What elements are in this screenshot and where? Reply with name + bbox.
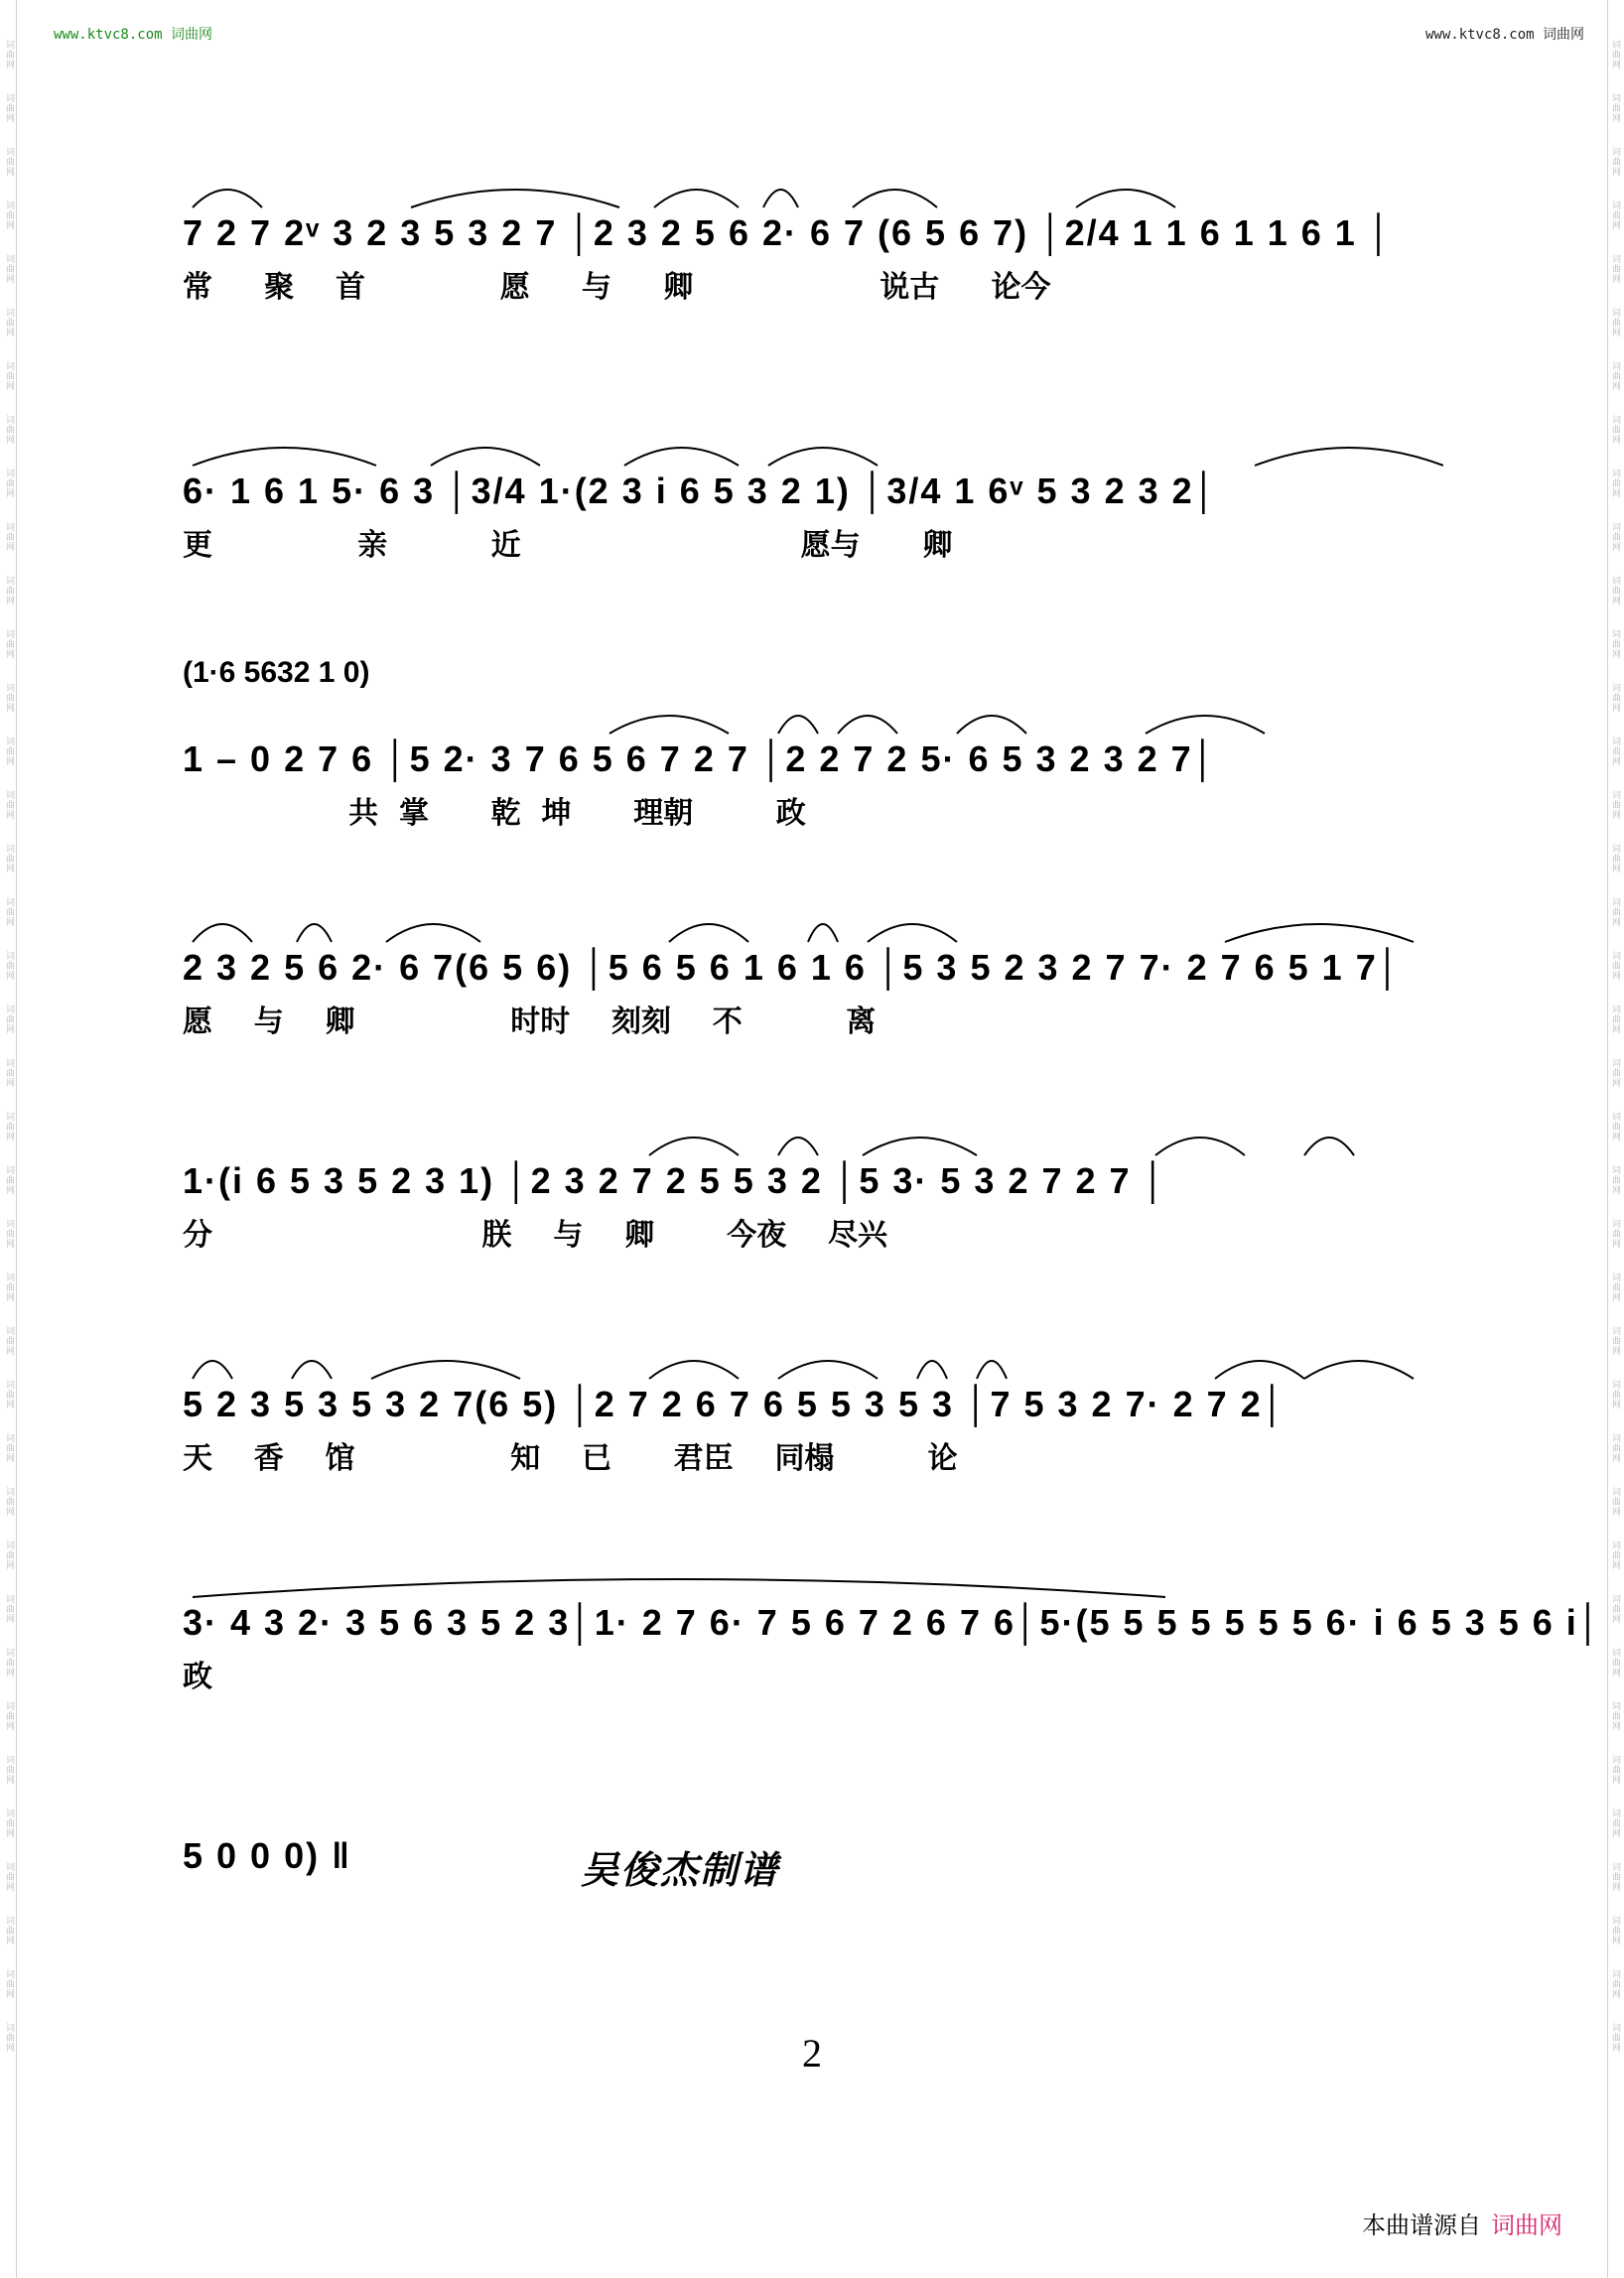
watermark-text: 词曲网 [4,522,14,552]
watermark-text: 词曲网 [1610,469,1620,498]
watermark-text: 词曲网 [1610,1916,1620,1945]
watermark-text: 词曲网 [1610,201,1620,230]
watermark-text: 词曲网 [1610,1648,1620,1677]
slur-arc [778,1361,878,1379]
watermark-text: 词曲网 [4,951,14,981]
jianpu-notes: 7 2 7 2ᵛ 3 2 3 5 3 2 7 │2 3 2 5 6 2· 6 7 (6 5 6 7) │2/4 1 1 6 1 1 6 1 │ [183,212,1394,253]
slur-marks [183,172,1443,211]
left-margin-rule [16,0,17,2278]
ossia-notes: (1·6 5632 1 0) [183,656,370,689]
source-label: 本曲谱源自 [1362,2211,1481,2239]
slur-arc [624,448,739,466]
watermark-text: 词曲网 [4,1862,14,1892]
watermark-text: 词曲网 [1610,1058,1620,1088]
slur-arc [808,924,838,942]
slur-marks [183,1561,1443,1601]
lyrics-line: 更 亲 近 愿与 卿 [183,528,953,563]
brand-link[interactable]: 词曲网 [1491,2211,1562,2239]
jianpu-notes: 5 2 3 5 3 5 3 2 7(6 5) │2 7 2 6 7 6 5 5 3 5 3 │7 5 3 2 7· 2 7 2│ [183,1384,1287,1424]
watermark-text: 词曲网 [4,1326,14,1356]
watermark-text: 词曲网 [1610,629,1620,659]
watermark-text: 词曲网 [4,361,14,391]
watermark-text: 词曲网 [1610,1755,1620,1785]
slur-arc [1146,716,1265,734]
jianpu-notes: 3· 4 3 2· 3 5 6 3 5 2 3│1· 2 7 6· 7 5 6 7 2 6 7 6│5·(5 5 5 5 5 5 5 6· i 6 5 3 5 6 i│ [183,1602,1603,1643]
slur-arc [1255,448,1443,466]
watermark-text: 词曲网 [1610,790,1620,820]
slur-marks [183,698,1443,737]
watermark-text: 词曲网 [4,629,14,659]
watermark-text: 词曲网 [4,1701,14,1731]
slur-arc [292,1361,332,1379]
watermark-text: 词曲网 [4,1755,14,1785]
slur-arc [1155,1138,1245,1155]
watermark-text: 词曲网 [4,1380,14,1409]
slur-arc [1225,924,1414,942]
arranger-credit: 吴俊杰制谱 [581,1847,780,1892]
watermark-text: 词曲网 [1610,844,1620,873]
watermark-text: 词曲网 [1610,1594,1620,1624]
slur-arc [669,924,748,942]
slur-arc [649,1138,739,1155]
watermark-text: 词曲网 [4,737,14,766]
watermark-text: 词曲网 [4,1165,14,1195]
slur-arc [863,1138,977,1155]
right-watermark-strip [1608,40,1622,2053]
watermark-text: 词曲网 [4,1648,14,1677]
left-watermark-strip [2,40,16,2053]
slur-arc [297,924,332,942]
watermark-text: 词曲网 [4,1487,14,1517]
jianpu-notes: 2 3 2 5 6 2· 6 7(6 5 6) │5 6 5 6 1 6 1 6 │5 3 5 2 3 2 7 7· 2 7 6 5 1 7│ [183,947,1403,988]
watermark-text: 词曲网 [4,897,14,927]
watermark-text: 词曲网 [4,1112,14,1141]
watermark-text: 词曲网 [4,2023,14,2053]
slur-arc [1215,1361,1304,1379]
watermark-text: 词曲网 [1610,1541,1620,1570]
watermark-text: 词曲网 [1610,147,1620,177]
slur-arc [1304,1361,1414,1379]
watermark-text: 词曲网 [1610,897,1620,927]
watermark-text: 词曲网 [4,1916,14,1945]
watermark-text: 词曲网 [4,1273,14,1302]
watermark-text: 词曲网 [1610,1165,1620,1195]
slur-arc [868,924,957,942]
slur-arc [763,190,798,207]
slur-arc [193,190,262,207]
slur-arc [193,1579,1165,1597]
slur-arc [853,190,937,207]
watermark-text: 词曲网 [4,147,14,177]
watermark-text: 词曲网 [4,40,14,69]
lyrics-line: 常 聚 首 愿 与 卿 说古 论今 [183,270,1051,305]
watermark-text: 词曲网 [1610,522,1620,552]
watermark-text: 词曲网 [1610,1487,1620,1517]
watermark-text: 词曲网 [4,576,14,605]
watermark-text: 词曲网 [1610,254,1620,284]
watermark-text: 词曲网 [4,1058,14,1088]
slur-marks [183,1795,1443,1834]
source-footer [1362,2206,1562,2240]
watermark-text: 词曲网 [1610,1112,1620,1141]
watermark-text: 词曲网 [4,1541,14,1570]
watermark-text: 词曲网 [4,1594,14,1624]
watermark-text: 词曲网 [1610,308,1620,337]
slur-arc [1304,1138,1354,1155]
slur-arc [778,1138,818,1155]
watermark-text: 词曲网 [1610,737,1620,766]
slur-arc [768,448,878,466]
watermark-text: 词曲网 [1610,1969,1620,1999]
watermark-text: 词曲网 [1610,1701,1620,1731]
site-header-left[interactable]: www.ktvc8.com 词曲网 [54,27,213,43]
watermark-text: 词曲网 [1610,40,1620,69]
slur-arc [977,1361,1007,1379]
lyrics-line: 共 掌 乾 坤 理朝 政 [183,796,806,831]
watermark-text: 词曲网 [4,790,14,820]
watermark-text: 词曲网 [4,93,14,123]
watermark-text: 词曲网 [4,1969,14,1999]
watermark-text: 词曲网 [1610,683,1620,713]
watermark-text: 词曲网 [4,201,14,230]
watermark-text: 词曲网 [1610,576,1620,605]
slur-arc [431,448,540,466]
watermark-text: 词曲网 [1610,415,1620,445]
slur-arc [386,924,480,942]
slur-marks [183,430,1443,469]
watermark-text: 词曲网 [4,1219,14,1249]
watermark-text: 词曲网 [4,254,14,284]
watermark-text: 词曲网 [1610,951,1620,981]
watermark-text: 词曲网 [1610,1862,1620,1892]
slur-marks [183,906,1443,946]
page-number: 2 [802,2031,822,2076]
lyrics-line: 天 香 馆 知 已 君臣 同榻 论 [183,1441,958,1476]
slur-arc [411,190,619,207]
slur-arc [193,448,376,466]
jianpu-notes: 5 0 0 0) ‖ [183,1835,351,1876]
watermark-text: 词曲网 [1610,1326,1620,1356]
slur-arc [1076,190,1175,207]
slur-arc [778,716,818,734]
watermark-text: 词曲网 [4,1809,14,1838]
watermark-text: 词曲网 [4,1433,14,1463]
slur-arc [838,716,897,734]
watermark-text: 词曲网 [4,844,14,873]
watermark-text: 词曲网 [1610,1380,1620,1409]
lyrics-line: 愿 与 卿 时时 刻刻 不 离 [183,1005,877,1039]
slur-arc [609,716,729,734]
watermark-text: 词曲网 [1610,1273,1620,1302]
watermark-text: 词曲网 [1610,1005,1620,1034]
watermark-text: 词曲网 [4,683,14,713]
watermark-text: 词曲网 [4,1005,14,1034]
jianpu-notes: 1·(i 6 5 3 5 2 3 1) │2 3 2 7 2 5 5 3 2 │5 3· 5 3 2 7 2 7 │ [183,1160,1168,1201]
watermark-text: 词曲网 [1610,93,1620,123]
slur-marks [183,1343,1443,1383]
slur-arc [654,190,739,207]
jianpu-notes: 6· 1 6 1 5· 6 3 │3/4 1·(2 3 i 6 5 3 2 1) │3/4 1 6ᵛ 5 3 2 3 2│ [183,470,1219,511]
watermark-text: 词曲网 [4,469,14,498]
slur-arc [957,716,1026,734]
watermark-text: 词曲网 [4,415,14,445]
watermark-text: 词曲网 [1610,2023,1620,2053]
lyrics-line: 政 [183,1660,212,1694]
watermark-text: 词曲网 [1610,1809,1620,1838]
jianpu-notes: 1 – 0 2 7 6 │5 2· 3 7 6 5 6 7 2 7 │2 2 7 2 5· 6 5 3 2 3 2 7│ [183,738,1218,779]
slur-arc [371,1361,520,1379]
slur-arc [193,1361,232,1379]
watermark-text: 词曲网 [1610,1433,1620,1463]
slur-arc [193,924,252,942]
slur-marks [183,1120,1443,1159]
lyrics-line: 分 朕 与 卿 今夜 尽兴 [183,1218,887,1253]
slur-arc [649,1361,739,1379]
watermark-text: 词曲网 [4,308,14,337]
watermark-text: 词曲网 [1610,361,1620,391]
watermark-text: 词曲网 [1610,1219,1620,1249]
site-header-right[interactable]: www.ktvc8.com 词曲网 [1424,27,1584,43]
slur-arc [917,1361,947,1379]
